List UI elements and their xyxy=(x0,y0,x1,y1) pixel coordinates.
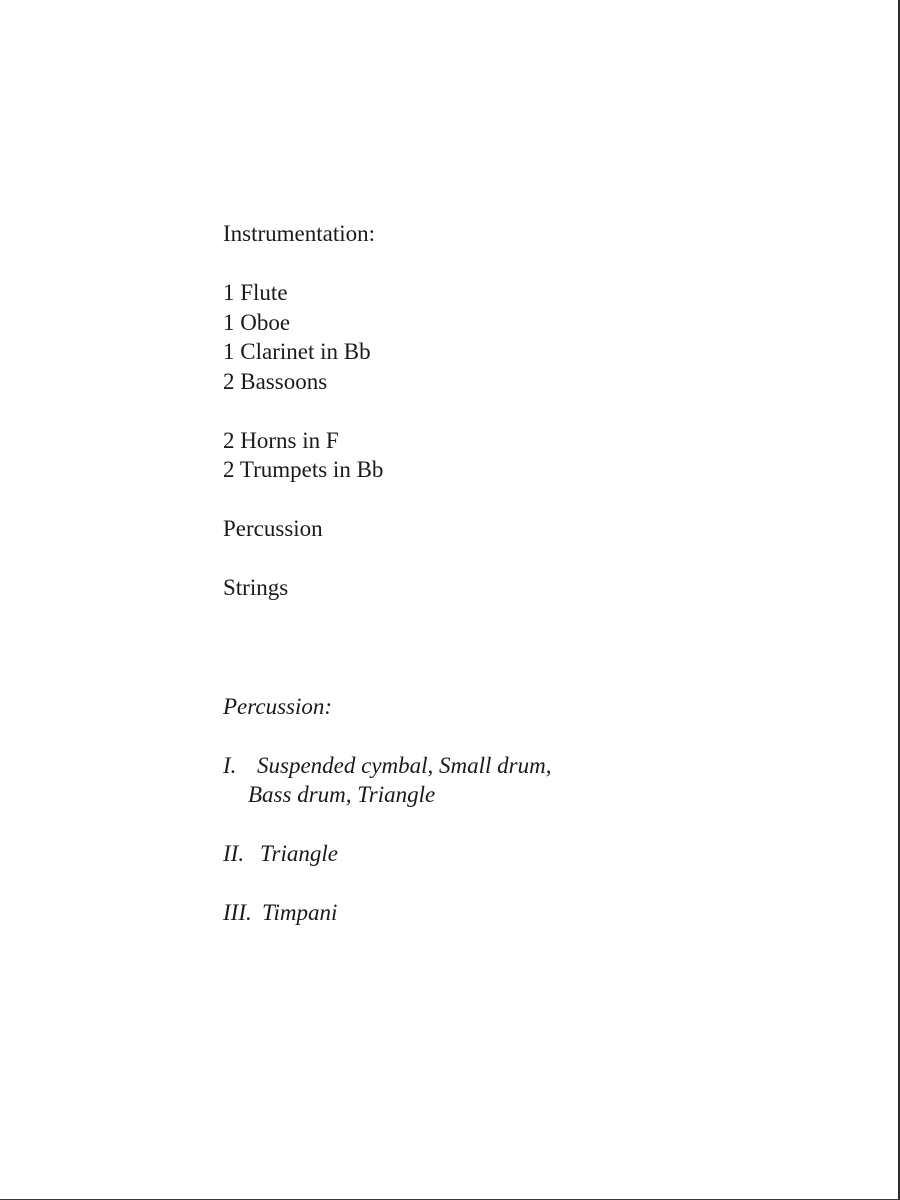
percussion-detail xyxy=(223,692,783,928)
instrumentation-page xyxy=(223,219,783,928)
percussion-detail-heading: Percussion: xyxy=(223,693,333,719)
list-item: 1 Clarinet in Bb xyxy=(223,339,371,364)
player-numeral: II. xyxy=(223,841,245,866)
list-item: 1 Oboe xyxy=(223,309,291,335)
player-instruments: Timpani xyxy=(262,900,338,925)
list-item: 1 Flute xyxy=(223,280,288,305)
list-item: 2 Horns in F xyxy=(223,427,339,453)
player-instruments-continued: Bass drum, Triangle xyxy=(248,782,436,807)
list-item: 2 Trumpets in Bb xyxy=(223,457,384,482)
player-numeral: I. xyxy=(223,752,237,778)
brass-list xyxy=(223,426,783,485)
percussion-player-3 xyxy=(223,898,783,928)
percussion-section: Percussion xyxy=(223,516,323,541)
instrumentation-heading: Instrumentation: xyxy=(223,221,376,246)
woodwinds-list xyxy=(223,278,783,396)
percussion-player-2 xyxy=(223,839,783,869)
strings-section: Strings xyxy=(223,575,289,600)
player-instruments: Suspended cymbal, Small drum, xyxy=(257,752,552,778)
player-numeral: III. xyxy=(223,900,252,925)
player-instruments: Triangle xyxy=(260,841,338,866)
percussion-player-1 xyxy=(223,751,783,810)
list-item: 2 Bassoons xyxy=(223,368,328,394)
